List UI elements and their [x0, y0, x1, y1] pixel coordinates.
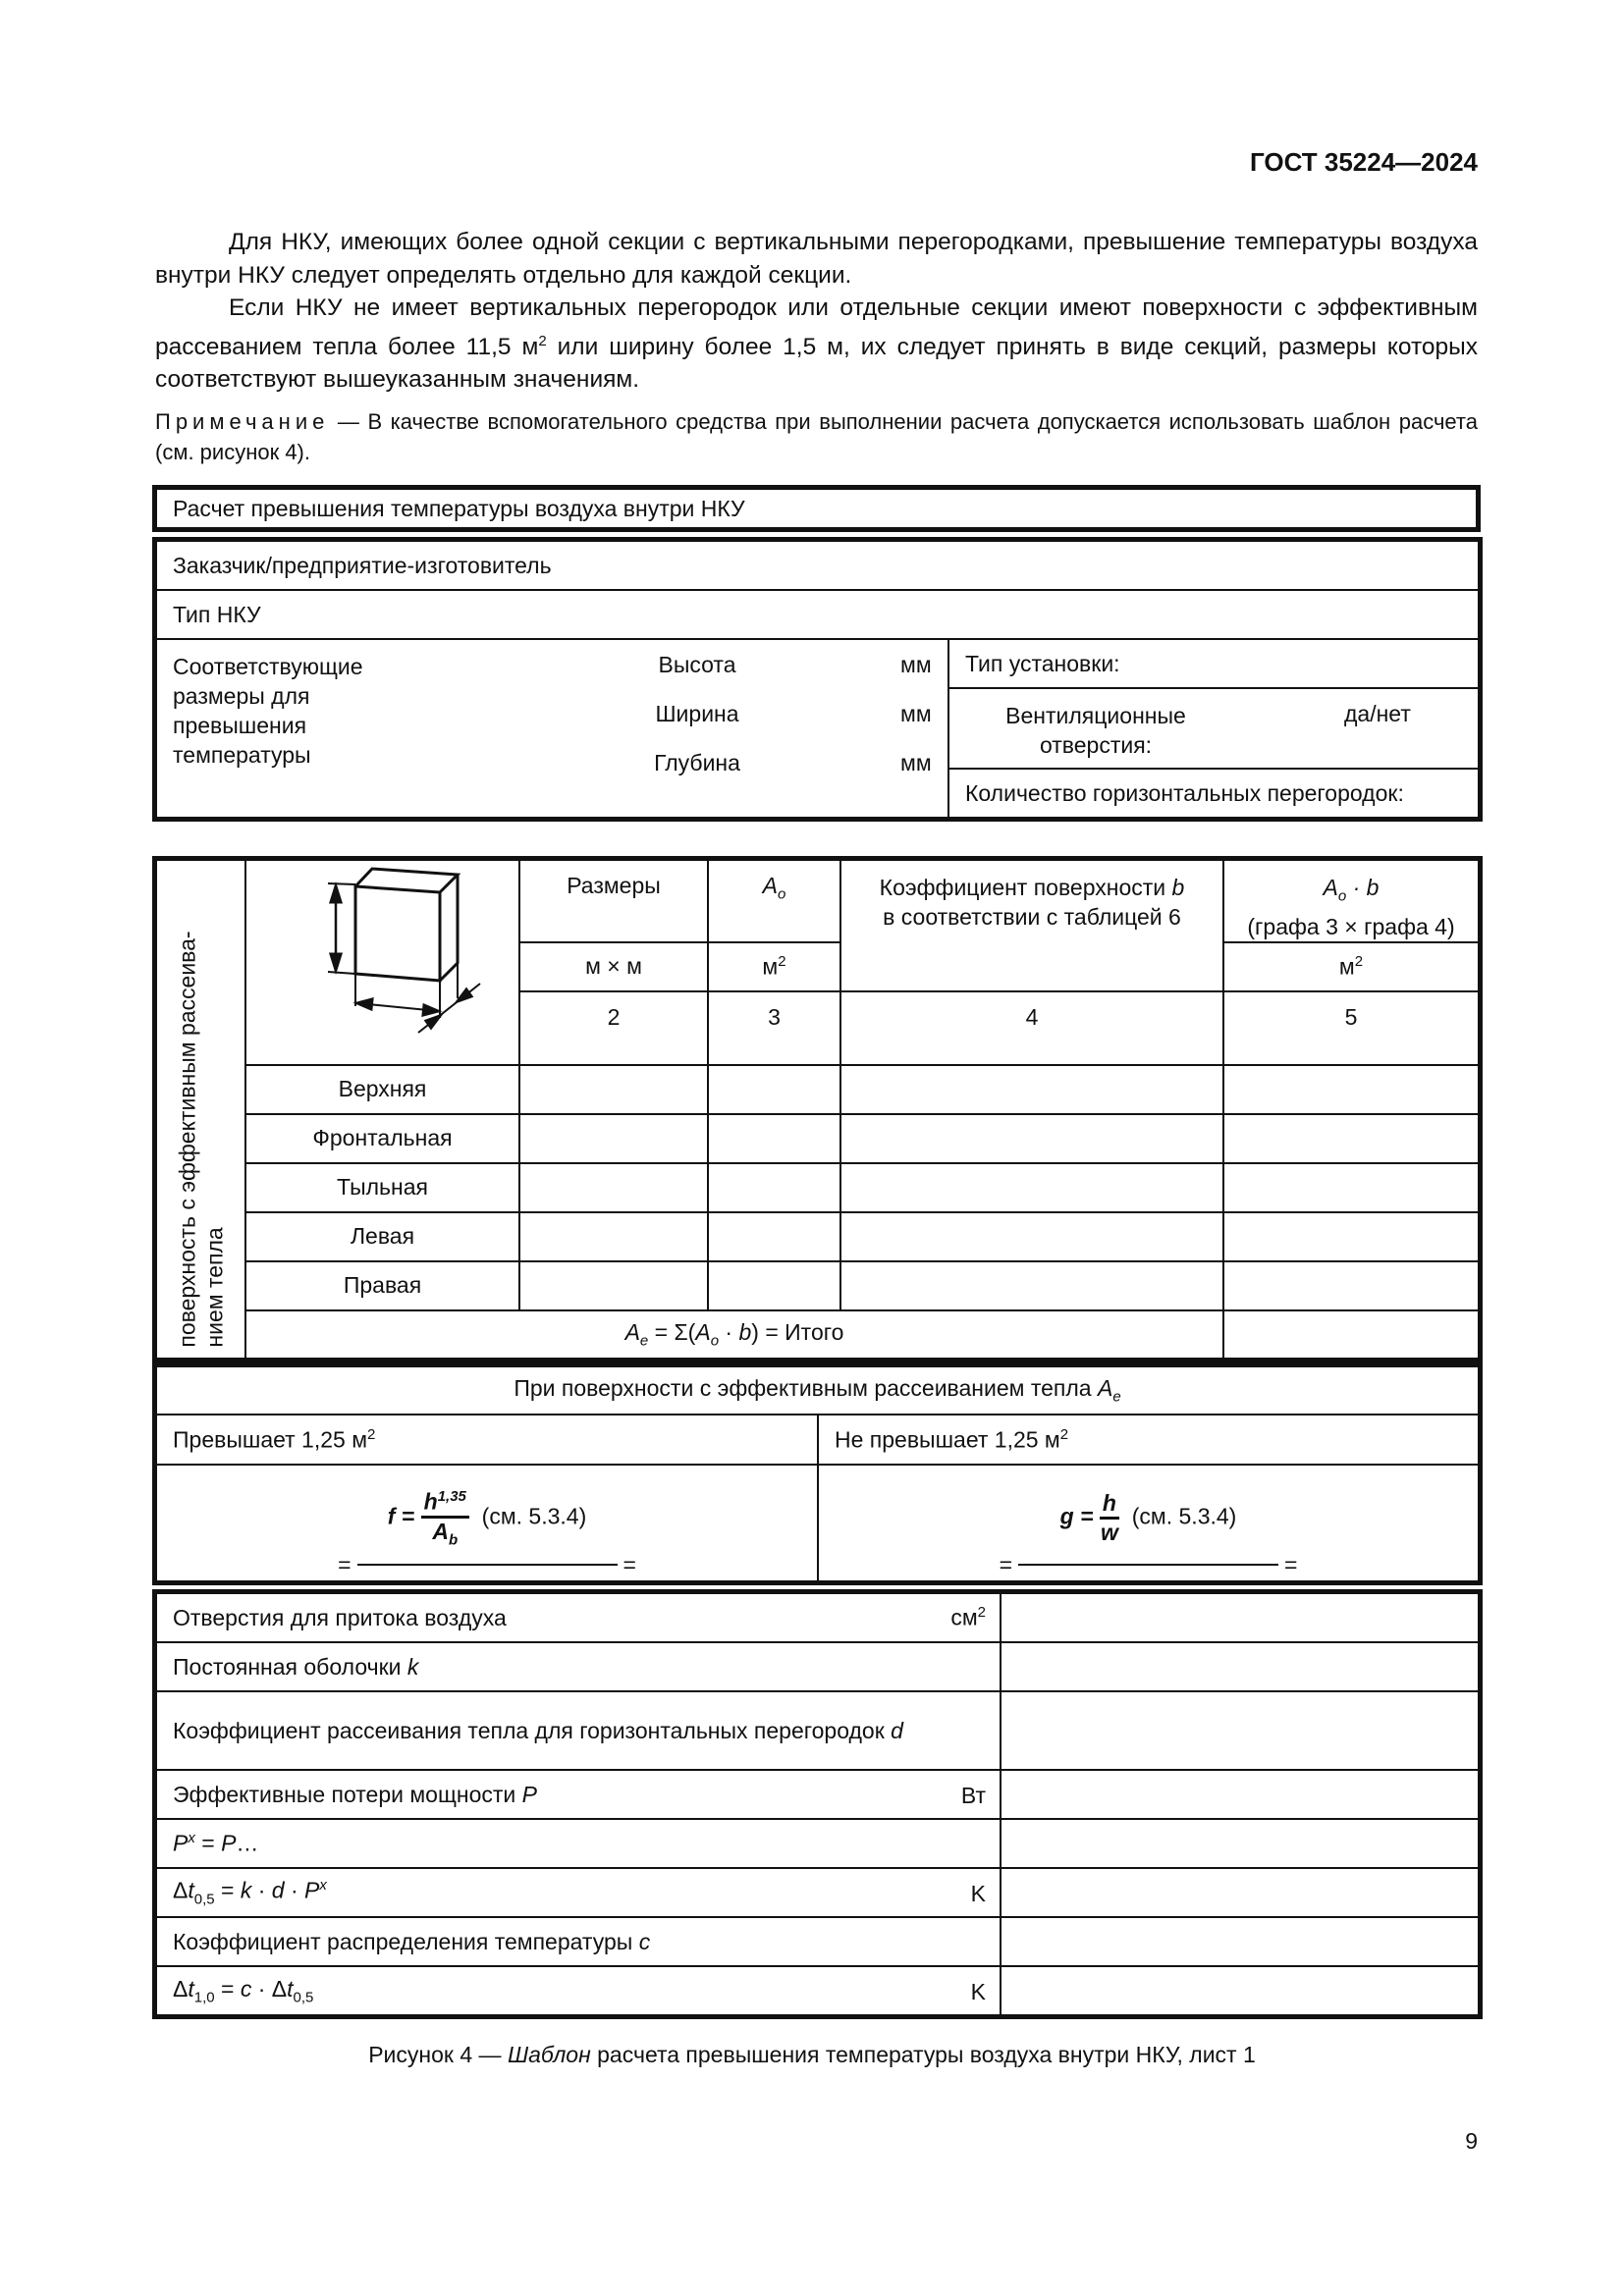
- equals: =: [194, 1830, 222, 1856]
- equals: =: [214, 1975, 241, 2002]
- c-symbol: c: [240, 1975, 252, 2002]
- g-result-line[interactable]: [819, 1552, 1478, 1578]
- calc-var: d: [891, 1718, 903, 1743]
- vents-value: да/нет: [1344, 701, 1411, 726]
- delta: Δ: [173, 1975, 189, 2002]
- caption-rest: расчета превышения температуры воздуха внутри НКУ, лист 1: [590, 2042, 1256, 2067]
- sum-text: = Σ(: [648, 1318, 696, 1345]
- cell-input[interactable]: [1223, 1163, 1479, 1212]
- row-label-left: Левая: [245, 1212, 519, 1261]
- calc-row-dt05: [156, 1868, 1001, 1917]
- cell-input[interactable]: [708, 1114, 840, 1163]
- coef-var: b: [1171, 875, 1185, 900]
- unit-text: см: [950, 1604, 978, 1630]
- paragraph-2: [155, 292, 1478, 397]
- col-number-4: 4: [840, 991, 1223, 1065]
- col-number-3: 3: [708, 991, 840, 1065]
- b-symbol: b: [738, 1318, 752, 1345]
- row-label-right: Правая: [245, 1261, 519, 1310]
- dot: ·: [284, 1878, 305, 1904]
- calc-row-distribution-coefficient: [156, 1917, 1001, 1966]
- calculation-table: [155, 1592, 1480, 2016]
- unit-aob-sup: 2: [1354, 952, 1364, 970]
- not-exceeds-label: [818, 1415, 1479, 1465]
- page-number: 9: [1465, 2128, 1478, 2154]
- t-symbol: t: [188, 1975, 194, 2002]
- general-info-table: [155, 540, 1480, 819]
- calc-label: Отверстия для притока воздуха: [173, 1604, 507, 1630]
- reference: (см. 5.3.4): [1131, 1503, 1237, 1529]
- g-formula: [835, 1490, 1462, 1546]
- caption-italic: Шаблон: [507, 2042, 591, 2067]
- side-label-line-2: нием тепла: [201, 1227, 228, 1348]
- g-formula-cell: [818, 1465, 1479, 1581]
- coef-label: Коэффициент поверхности: [879, 875, 1172, 900]
- reference: (см. 5.3.4): [481, 1503, 587, 1529]
- h-symbol: h: [1100, 1490, 1119, 1520]
- body-text: [155, 226, 1478, 397]
- k-symbol: k: [240, 1878, 252, 1904]
- unit-ao: [708, 942, 840, 991]
- sub: 0,5: [193, 1891, 215, 1908]
- unit-size: м × м: [519, 942, 708, 991]
- vents-label: Вентиляционные отверстия:: [1005, 703, 1186, 758]
- calc-input[interactable]: [1001, 1593, 1479, 1642]
- cell-input[interactable]: [840, 1261, 1223, 1310]
- unit-ao-text: м: [762, 953, 779, 980]
- f-result-line[interactable]: [157, 1552, 817, 1578]
- col-number-5: 5: [1223, 991, 1479, 1065]
- total-label: ) = Итого: [751, 1318, 844, 1345]
- cell-input[interactable]: [1223, 1261, 1479, 1310]
- install-cell: [948, 639, 1479, 818]
- header-coefficient: [840, 860, 1223, 991]
- p-symbol: P: [173, 1830, 189, 1856]
- sub: 1,0: [193, 1989, 215, 2006]
- document-id: ГОСТ 35224—2024: [1250, 147, 1478, 177]
- col-number-2: 2: [519, 991, 708, 1065]
- cell-input[interactable]: [708, 1163, 840, 1212]
- calc-label: Эффективные потери мощности: [173, 1781, 522, 1807]
- row-label-back: Тыльная: [245, 1163, 519, 1212]
- h-symbol: h: [423, 1488, 438, 1515]
- fraction: [1100, 1490, 1119, 1546]
- ao-sub: o: [710, 1332, 720, 1350]
- ao-subscript: o: [778, 885, 786, 903]
- calc-var: c: [638, 1928, 651, 1954]
- form-title: Расчет превышения температуры воздуха внутри НКУ: [156, 489, 1477, 528]
- p-symbol: P: [221, 1830, 237, 1856]
- equals: =: [338, 1552, 352, 1577]
- figure-caption: [0, 2042, 1624, 2068]
- calc-input[interactable]: [1001, 1966, 1479, 2015]
- dim-width-label: Ширина: [655, 701, 739, 726]
- dim-height-unit: мм: [900, 652, 932, 677]
- calc-row-power-loss: [156, 1770, 1001, 1819]
- aob-a: A: [1323, 875, 1338, 900]
- x-sup: x: [188, 1830, 195, 1847]
- cell-input[interactable]: [708, 1261, 840, 1310]
- fraction: [421, 1488, 469, 1548]
- caption-prefix: Рисунок 4 —: [368, 2042, 508, 2067]
- dim-depth-unit: мм: [900, 750, 932, 775]
- ae-sub: e: [1112, 1388, 1121, 1406]
- cell-input[interactable]: [708, 1065, 840, 1114]
- exponent: 1,35: [437, 1487, 466, 1505]
- cell-input[interactable]: [840, 1114, 1223, 1163]
- equals: =: [214, 1878, 241, 1904]
- x-sup: x: [319, 1877, 327, 1895]
- cell-input[interactable]: [519, 1114, 708, 1163]
- box-diagram: [245, 860, 519, 1065]
- f-symbol: f =: [387, 1503, 415, 1529]
- surface-table: [155, 859, 1480, 1360]
- sup: 2: [367, 1425, 376, 1443]
- blank-line: [1018, 1564, 1278, 1566]
- f-formula-cell: [156, 1465, 818, 1581]
- calc-row-enclosure-constant: [156, 1642, 1001, 1691]
- calc-input[interactable]: [1001, 1691, 1479, 1770]
- exceeds-label: [156, 1415, 818, 1465]
- calc-var: k: [406, 1653, 419, 1680]
- sub: 0,5: [293, 1989, 314, 2006]
- ao-symbol: A: [762, 873, 778, 898]
- calc-input[interactable]: [1001, 1819, 1479, 1868]
- calc-unit: K: [970, 1881, 986, 1906]
- calc-unit: Вт: [960, 1783, 986, 1808]
- effective-title-text: При поверхности с эффективным рассеиванием тепла: [514, 1375, 1098, 1402]
- paragraph-2-a: Если НКУ не имеет вертикальных перегородок или отдельные секции имеют поверхности с эффективным рассеванием тепла более 11,5 м: [155, 294, 1478, 360]
- unit-sup: 2: [977, 1604, 986, 1621]
- equals: =: [1284, 1552, 1298, 1577]
- calc-input[interactable]: [1001, 1868, 1479, 1917]
- f-formula: [173, 1488, 801, 1548]
- cell-input[interactable]: [519, 1065, 708, 1114]
- calc-input[interactable]: [1001, 1642, 1479, 1691]
- t-symbol: t: [188, 1878, 194, 1904]
- cell-input[interactable]: [519, 1212, 708, 1261]
- calc-row-air-inlet: [156, 1593, 1001, 1642]
- calc-unit: [950, 1604, 986, 1631]
- superscript: 2: [538, 332, 547, 349]
- unit-aob: [1223, 942, 1479, 991]
- w-symbol: w: [1101, 1520, 1118, 1545]
- dim-depth-label: Глубина: [654, 750, 740, 775]
- aob-sub: o: [1337, 887, 1347, 905]
- sup: 2: [1059, 1425, 1069, 1443]
- b-subscript: b: [448, 1531, 459, 1549]
- calc-row-px: [156, 1819, 1001, 1868]
- row-label-front: Фронтальная: [245, 1114, 519, 1163]
- unit-aob-text: м: [1338, 953, 1355, 980]
- exceeds-text: Превышает 1,25 м: [173, 1426, 368, 1453]
- a-symbol: A: [432, 1518, 449, 1544]
- effective-title: [156, 1366, 1479, 1415]
- effective-surface-table: [155, 1365, 1480, 1582]
- equals: =: [999, 1552, 1012, 1577]
- vents-field[interactable]: [949, 689, 1478, 770]
- cell-input[interactable]: [1223, 1212, 1479, 1261]
- equals: =: [623, 1552, 636, 1577]
- dimensions-label: Соответствующие размеры для превышения температуры: [173, 654, 363, 768]
- customer-field[interactable]: Заказчик/предприятие-изготовитель: [156, 541, 1479, 590]
- header-ao: [708, 860, 840, 942]
- ae-symbol: A: [624, 1318, 640, 1345]
- t-symbol: t: [287, 1975, 294, 2002]
- aob-ref: (графа 3 × графа 4): [1247, 913, 1455, 939]
- total-input[interactable]: [1223, 1310, 1479, 1359]
- header-size: Размеры: [519, 860, 708, 942]
- cell-input[interactable]: [519, 1261, 708, 1310]
- not-exceeds-text: Не превышает 1,25 м: [835, 1426, 1060, 1453]
- surface-side-label: [156, 860, 245, 1359]
- dot: ·: [719, 1318, 739, 1345]
- calc-label: Постоянная оболочки: [173, 1653, 407, 1680]
- calc-var: P: [521, 1781, 537, 1807]
- header-aob: [1223, 860, 1479, 942]
- row-label-top: Верхняя: [245, 1065, 519, 1114]
- cell-input[interactable]: [840, 1163, 1223, 1212]
- note-label: Примечание: [155, 409, 330, 434]
- cell-input[interactable]: [840, 1212, 1223, 1261]
- form-title-table: [155, 488, 1478, 529]
- calc-input[interactable]: [1001, 1770, 1479, 1819]
- cell-input[interactable]: [1223, 1065, 1479, 1114]
- partitions-field[interactable]: Количество горизонтальных перегородок:: [965, 779, 1404, 806]
- blank-line: [357, 1564, 618, 1566]
- dot: ·: [251, 1878, 272, 1904]
- calc-label: Коэффициент распределения температуры: [173, 1928, 639, 1954]
- dim-width-unit: мм: [900, 701, 932, 726]
- enclosure-dimension-icon: [246, 861, 520, 1057]
- calc-input[interactable]: [1001, 1917, 1479, 1966]
- calc-row-partition-coefficient: [156, 1691, 1001, 1770]
- paragraph-1: Для НКУ, имеющих более одной секции с вертикальными перегородками, превышение температуры воздуха внутри НКУ следует определять отдельно для каждой секции.: [155, 229, 1478, 289]
- d-symbol: d: [271, 1878, 285, 1904]
- total-formula: [245, 1310, 1223, 1359]
- cell-input[interactable]: [708, 1212, 840, 1261]
- delta: Δ: [173, 1878, 189, 1904]
- cell-input[interactable]: [519, 1163, 708, 1212]
- ellipsis: …: [236, 1830, 259, 1856]
- unit-ao-sup: 2: [778, 952, 786, 970]
- cell-input[interactable]: [840, 1065, 1223, 1114]
- cell-input[interactable]: [1223, 1114, 1479, 1163]
- coef-ref: в соответствии с таблицей 6: [883, 904, 1181, 930]
- calc-row-dt10: [156, 1966, 1001, 2015]
- calc-label: Коэффициент рассеивания тепла для горизонтальных перегородок: [173, 1718, 892, 1743]
- calc-unit: K: [970, 1979, 986, 2004]
- ao-symbol: A: [695, 1318, 711, 1345]
- ae-symbol: A: [1097, 1375, 1113, 1402]
- p-symbol: P: [304, 1878, 320, 1904]
- paragraph-2-b: или ширину более 1,5 м, их следует принять в виде секций, размеры которых соответствуют вышеуказанным значениям.: [155, 333, 1478, 394]
- g-symbol: g =: [1059, 1503, 1094, 1529]
- type-field[interactable]: Тип НКУ: [156, 590, 1479, 639]
- side-label-line-1: поверхность с эффективным рассеива-: [174, 931, 200, 1348]
- aob-rest: · b: [1346, 875, 1380, 900]
- note: [155, 406, 1478, 467]
- install-type-field[interactable]: Тип установки:: [949, 640, 1478, 689]
- ae-sub: e: [639, 1332, 649, 1350]
- dim-height-label: Высота: [658, 652, 736, 677]
- dimensions-cell: [156, 639, 948, 818]
- dot-delta: · Δ: [251, 1975, 288, 2002]
- note-text: — В качестве вспомогательного средства при выполнении расчета допускается использовать шаблон расчета (см. рисунок 4).: [155, 409, 1478, 464]
